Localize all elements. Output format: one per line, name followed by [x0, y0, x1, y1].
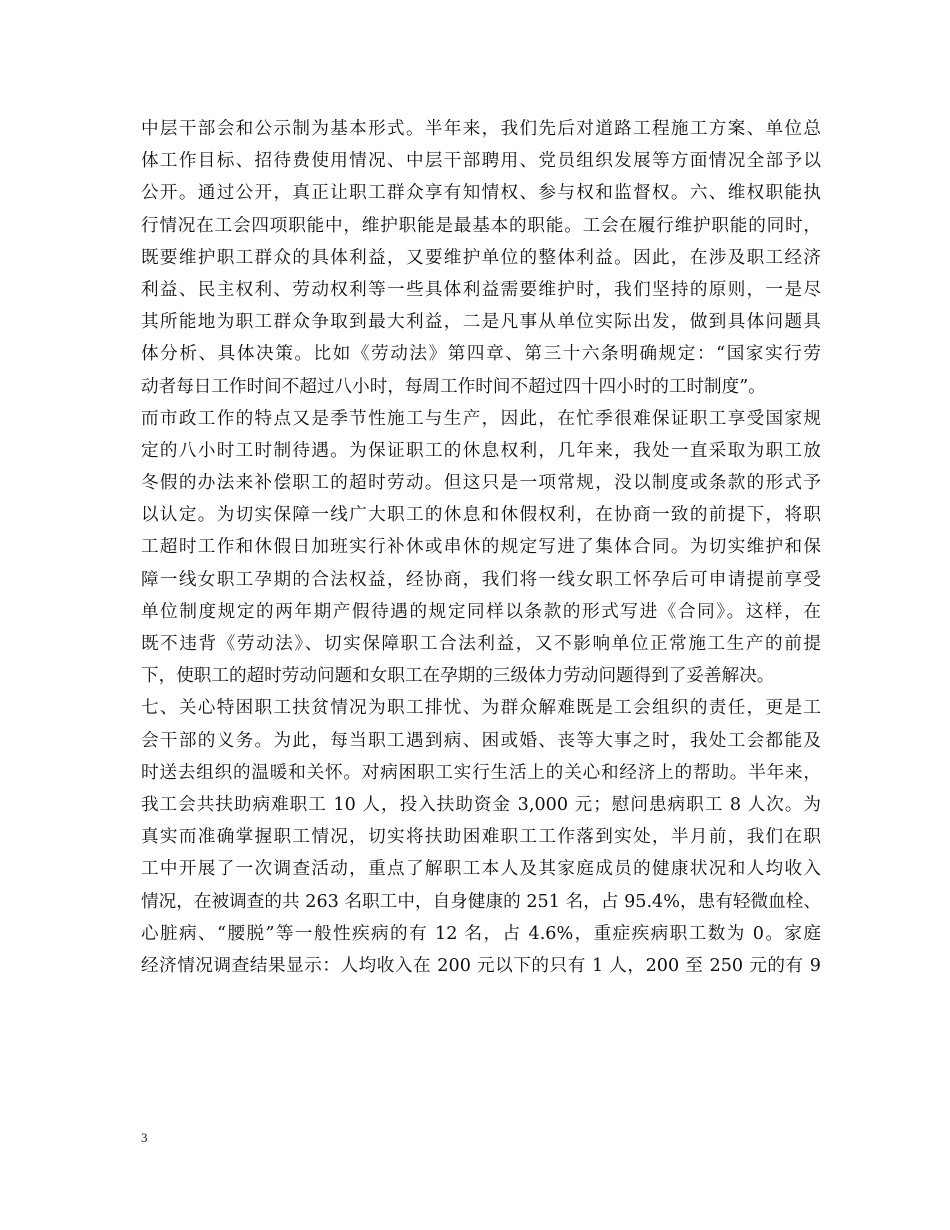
- text-line: 会干部的义务。为此，每当职工遇到病、困或婚、丧等大事之时，我处工会都能及: [141, 730, 821, 751]
- text-line: 体分析、具体决策。比如《劳动法》第四章、第三十六条明确规定：“国家实行劳: [141, 344, 821, 365]
- text-line: 以认定。为切实保障一线广大职工的休息和休假权利，在协商一致的前提下，将职: [141, 505, 821, 526]
- text-line: 既不违背《劳动法》、切实保障职工合法利益，又不影响单位正常施工生产的前提: [141, 634, 821, 654]
- text-line: 下，使职工的超时劳动问题和女职工在孕期的三级体力劳动问题得到了妥善解决。: [141, 666, 775, 687]
- text-line: 真实而准确掌握职工情况，切实将扶助困难职工工作落到实处，半月前，我们在职: [141, 827, 821, 848]
- text-line: 动者每日工作时间不超过八小时，每周工作时间不超过四十四小时的工时制度”。: [141, 376, 766, 397]
- text-line: 体工作目标、招待费使用情况、中层干部聘用、党员组织发展等方面情况全部予以: [141, 151, 821, 172]
- text-line: 定的八小时工时制待遇。为保证职工的休息权利，几年来，我处一直采取为职工放: [141, 440, 821, 461]
- text-line: 中层干部会和公示制为基本形式。半年来，我们先后对道路工程施工方案、单位总: [141, 119, 821, 139]
- text-line: 其所能地为职工群众争取到最大利益，二是凡事从单位实际出发，做到具体问题具: [141, 312, 821, 333]
- text-line: 障一线女职工孕期的合法权益，经协商，我们将一线女职工怀孕后可申请提前享受: [141, 569, 821, 590]
- text-line: 利益、民主权利、劳动权利等一些具体利益需要维护时，我们坚持的原则，一是尽: [141, 279, 821, 300]
- text-line: 工中开展了一次调查活动，重点了解职工本人及其家庭成员的健康状况和人均收入: [141, 859, 821, 880]
- text-line: 时送去组织的温暖和关怀。对病困职工实行生活上的关心和经济上的帮助。半年来，: [141, 762, 821, 783]
- text-line: 行情况在工会四项职能中，维护职能是最基本的职能。工会在履行维护职能的同时，: [141, 215, 821, 236]
- text-line: 既要维护职工群众的具体利益，又要维护单位的整体利益。因此，在涉及职工经济: [141, 247, 821, 268]
- text-line: 单位制度规定的两年期产假待遇的规定同样以条款的形式写进《合同》。这样，在: [141, 601, 821, 622]
- body-text: [141, 113, 821, 982]
- text-line: 公开。通过公开，真正让职工群众享有知情权、参与权和监督权。六、维权职能执: [141, 183, 821, 204]
- text-line: 而市政工作的特点又是季节性施工与生产，因此，在忙季很难保证职工享受国家规: [141, 408, 821, 429]
- text-line: 工超时工作和休假日加班实行补休或串休的规定写进了集体合同。为切实维护和保: [141, 537, 821, 558]
- text-line: 我工会共扶助病难职工 10 人，投入扶助资金 3,000 元；慰问患病职工 8 人次。为: [141, 794, 821, 815]
- text-line: 心脏病、“腰脱”等一般性疾病的有 12 名，占 4.6%，重症疾病职工数为 0。家庭: [141, 923, 821, 944]
- text-line: 情况，在被调查的共 263 名职工中，自身健康的 251 名，占 95.4%，患有轻微血栓、: [141, 891, 821, 912]
- text-line: 七、关心特困职工扶贫情况为职工排忧、为群众解难既是工会组织的责任，更是工: [141, 698, 821, 719]
- page-number: 3: [141, 1130, 148, 1145]
- text-line: 冬假的办法来补偿职工的超时劳动。但这只是一项常规，没以制度或条款的形式予: [141, 473, 821, 494]
- text-line: 经济情况调查结果显示：人均收入在 200 元以下的只有 1 人，200 至 250 元的有 9: [141, 955, 821, 976]
